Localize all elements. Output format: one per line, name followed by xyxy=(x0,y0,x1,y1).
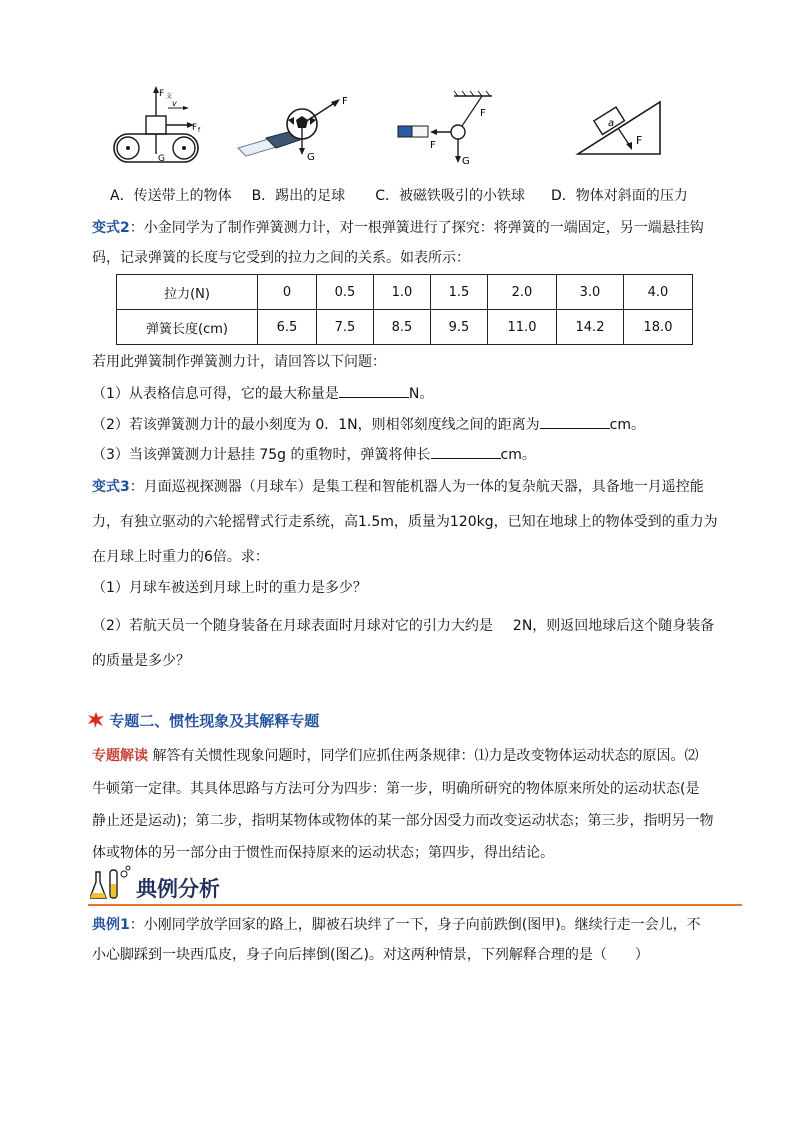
variant3-text1: ：月面巡视探测器（月球车）是集工程和智能机器人为一体的复杂航天器，具备地一月遥控能 xyxy=(129,479,704,495)
variant2-line1 xyxy=(92,218,704,238)
force-header: 拉力(N) xyxy=(117,275,258,310)
table-cell: 14.2 xyxy=(557,310,624,345)
kick-force-label: F xyxy=(342,96,348,107)
friction-force-subscript: f xyxy=(198,127,201,134)
variant2-tag: 变式2 xyxy=(92,220,130,236)
topic2-line4: 体或物体的另一部分由于惯性而保持原来的运动状态；第四步，得出结论。 xyxy=(92,845,554,861)
spring-data-table xyxy=(116,274,693,345)
variant3-q2 xyxy=(92,616,714,636)
table-cell: 18.0 xyxy=(624,310,693,345)
gravity-label-b: G xyxy=(307,152,315,163)
q2-answer-blank[interactable] xyxy=(540,414,610,429)
variant2-q1 xyxy=(92,383,433,404)
variant3-q1: （1）月球车被送到月球上时的重力是多少？ xyxy=(92,580,367,596)
friction-force-label: F xyxy=(192,123,198,133)
topic2-heading-text: 专题二、惯性现象及其解释专题 xyxy=(109,712,320,730)
normal-force-subscript: 支 xyxy=(166,93,173,100)
gravity-label-c: G xyxy=(462,156,470,166)
tension-force-label: F xyxy=(480,108,486,119)
table-cell: 6.5 xyxy=(258,310,317,345)
topic2-line3: 静止还是运动)；第二步，指明某物体或物体的某一部分因受力而改变运动状态；第三步，指明另一物 xyxy=(92,813,714,829)
table-cell: 3.0 xyxy=(557,275,624,310)
kicked-football-diagram xyxy=(236,90,356,166)
variant3-tag: 变式3 xyxy=(92,479,130,495)
q3-unit: cm。 xyxy=(500,447,536,463)
example1-tag: 典例1 xyxy=(92,917,130,933)
q2-text: （2）若该弹簧测力计的最小刻度为 0．1N，则相邻刻度线之间的距离为 xyxy=(92,417,540,433)
table-row xyxy=(117,310,693,345)
variant3-q2-cont: 的质量是多少？ xyxy=(92,653,190,669)
q1-unit: N。 xyxy=(408,386,434,402)
option-c: C．被磁铁吸引的小铁球 xyxy=(375,188,525,204)
q3-text: （3）当该弹簧测力计悬挂 75g 的重物时，弹簧将伸长 xyxy=(92,447,431,463)
incline-block-diagram xyxy=(574,92,666,158)
magnetic-force-label: F xyxy=(430,140,436,151)
option-b: B．踢出的足球 xyxy=(251,188,346,204)
table-row xyxy=(117,275,693,310)
variant2-line2: 码，记录弹簧的长度与它受到的拉力之间的关系。如表所示： xyxy=(92,250,470,266)
velocity-label: v xyxy=(172,99,177,108)
table-cell: 11.0 xyxy=(488,310,557,345)
variant2-intro: 若用此弹簧制作弹簧测力计，请回答以下问题： xyxy=(92,354,386,370)
magnet-iron-ball-diagram xyxy=(392,86,502,166)
topic2-tag: 专题解读 xyxy=(92,748,148,764)
variant3-q2-text2: 2N，则返回地球后这个随身装备 xyxy=(512,618,715,634)
table-cell: 9.5 xyxy=(431,310,488,345)
q1-text: （1）从表格信息可得，它的最大称量是 xyxy=(92,386,339,402)
table-cell: 0.5 xyxy=(317,275,374,310)
variant2-q2 xyxy=(92,414,645,435)
conveyor-belt-diagram xyxy=(108,86,204,166)
block-label: a xyxy=(608,118,615,129)
length-header: 弹簧长度(cm) xyxy=(117,310,258,345)
example1-text1: ：小刚同学放学回家的路上，脚被石块绊了一下，身子向前跌倒(图甲)。继续行走一会儿，不 xyxy=(129,917,701,933)
example1-line2: 小心脚踩到一块西瓜皮，身子向后摔倒(图乙)。对这两种情景，下列解释合理的是（ ） xyxy=(92,947,649,963)
table-cell: 7.5 xyxy=(317,310,374,345)
variant2-text1: ：小金同学为了制作弹簧测力计，对一根弹簧进行了探究：将弹簧的一端固定，另一端悬挂钩 xyxy=(129,220,704,236)
topic2-line1 xyxy=(92,746,698,766)
pressure-force-label: F xyxy=(636,134,643,147)
topic2-heading xyxy=(88,710,319,731)
option-a: A．传送带上的物体 xyxy=(110,188,232,204)
variant2-q3 xyxy=(92,444,536,465)
table-cell: 2.0 xyxy=(488,275,557,310)
example1-line1 xyxy=(92,915,701,935)
topic2-line2: 牛顿第一定律。其具体思路与方法可分为四步：第一步，明确所研究的物体原来所处的运动状态(是 xyxy=(92,781,700,797)
section-divider xyxy=(88,904,742,906)
section-title: 典例分析 xyxy=(136,877,220,901)
option-d: D．物体对斜面的压力 xyxy=(550,188,688,204)
options-row xyxy=(110,186,688,206)
variant3-line2: 力，有独立驱动的六轮摇臂式行走系统，高1.5m，质量为120kg，已知在地球上的物体受到的重力为 xyxy=(92,514,718,530)
q3-answer-blank[interactable] xyxy=(431,444,501,459)
variant3-line3: 在月球上时重力的6倍。求： xyxy=(92,549,269,565)
lab-flask-icon xyxy=(90,864,134,904)
table-cell: 1.5 xyxy=(431,275,488,310)
table-cell: 4.0 xyxy=(624,275,693,310)
variant3-q2-text: （2）若航天员一个随身装备在月球表面时月球对它的引力大约是 xyxy=(92,618,493,634)
q1-answer-blank[interactable] xyxy=(339,383,409,398)
table-cell: 1.0 xyxy=(374,275,431,310)
table-cell: 0 xyxy=(258,275,317,310)
normal-force-label: F xyxy=(159,89,165,99)
gravity-label-a: G xyxy=(158,154,165,164)
red-star-icon xyxy=(88,712,104,728)
variant3-line1 xyxy=(92,477,704,497)
table-cell: 8.5 xyxy=(374,310,431,345)
topic2-text1: 解答有关惯性现象问题时，同学们应抓住两条规律：⑴力是改变物体运动状态的原因。⑵ xyxy=(148,748,699,764)
q2-unit: cm。 xyxy=(609,417,645,433)
